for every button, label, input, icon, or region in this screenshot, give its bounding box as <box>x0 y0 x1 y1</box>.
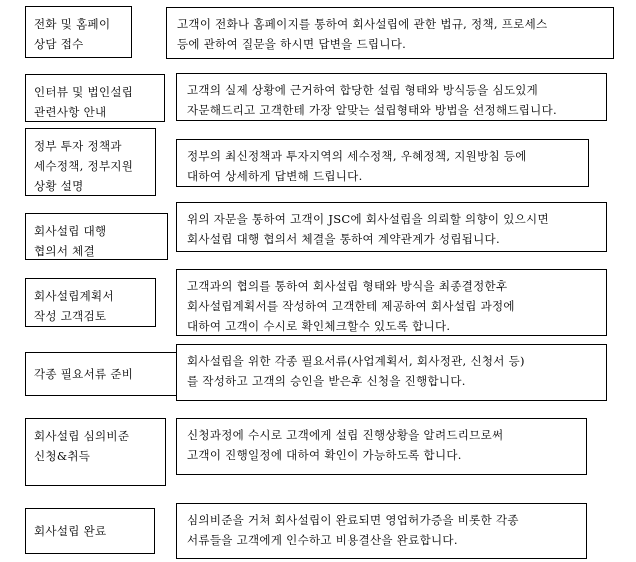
step-4-title-line-1: 회사설립 대행 <box>34 224 107 238</box>
desc-5-line-1: 고객과의 협의를 통하여 회사설립 형태와 방식을 최종결정한후 <box>187 279 508 293</box>
step-2-title-line-1: 인터뷰 및 법인설립 <box>34 85 134 99</box>
step-3-title-line-3: 상황 설명 <box>34 179 84 193</box>
desc-6-line-1: 회사설립을 위한 각종 필요서류(사업계획서, 회사정관, 신청서 등) <box>187 354 525 368</box>
step-box-6 <box>25 352 181 396</box>
step-box-7 <box>25 418 166 486</box>
step-7-title-line-1: 회사설립 심의비준 <box>34 429 130 443</box>
step-5-title-line-1: 회사설립계획서 <box>34 289 114 303</box>
desc-box-1 <box>166 7 614 59</box>
desc-2-line-1: 고객의 실제 상황에 근거하여 합당한 설립 형태와 방식등을 심도있게 <box>187 83 539 97</box>
step-box-4 <box>25 213 168 260</box>
desc-8-line-1: 심의비준을 거쳐 회사설립이 완료되면 영업허가증을 비롯한 각종 <box>187 513 519 527</box>
desc-4-line-1: 위의 자문을 통하여 고객이 JSC에 회사설립을 의뢰할 의향이 있으시면 <box>187 212 549 226</box>
desc-box-8 <box>176 503 587 559</box>
step-7-title-line-2: 신청&취득 <box>34 449 91 463</box>
desc-box-5 <box>176 269 607 336</box>
desc-7-line-1: 신청과정에 수시로 고객에게 설립 진행상황을 알려드리므로써 <box>187 428 504 442</box>
desc-3-line-1: 정부의 최신정책과 투자지역의 세수정책, 우혜정책, 지원방침 등에 <box>187 149 527 163</box>
desc-1-line-2: 등에 관하여 질문을 하시면 답변을 드립니다. <box>177 37 407 51</box>
step-1-title-line-2: 상담 접수 <box>34 37 84 51</box>
desc-box-6 <box>176 344 607 401</box>
desc-2-line-2: 자문해드리고 고객한테 가장 알맞는 설립형태와 방법을 선정해드립니다. <box>187 103 557 117</box>
step-2-title-line-2: 관련사항 안내 <box>34 105 107 119</box>
step-box-2 <box>25 74 165 122</box>
step-box-5 <box>25 278 156 327</box>
desc-4-line-2: 회사설립 대행 협의서 체결을 통하여 계약관계가 성립됩니다. <box>187 232 500 246</box>
desc-5-line-2: 회사설립계획서를 작성하여 고객한테 제공하여 회사설립 과정에 <box>187 299 515 313</box>
desc-box-3 <box>176 139 589 187</box>
desc-3-line-2: 대하여 상세하게 답변해 드립니다. <box>187 169 363 183</box>
step-box-3 <box>25 128 156 196</box>
step-6-title-line-1: 각종 필요서류 준비 <box>34 367 134 381</box>
step-8-title-line-1: 회사설립 완료 <box>34 524 107 538</box>
desc-box-7 <box>176 418 587 475</box>
step-box-1 <box>25 6 132 58</box>
desc-box-4 <box>176 202 607 252</box>
step-3-title-line-2: 세수정책, 정부지원 <box>34 159 134 173</box>
step-5-title-line-2: 작성 고객검토 <box>34 309 107 323</box>
desc-box-2 <box>176 73 607 121</box>
desc-6-line-2: 를 작성하고 고객의 승인을 받은후 신청을 진행합니다. <box>187 374 466 388</box>
desc-5-line-3: 대하여 고객이 수시로 확인체크할수 있도록 합니다. <box>187 319 451 333</box>
step-box-8 <box>25 508 155 554</box>
desc-8-line-2: 서류들을 고객에게 인수하고 비용결산을 완료합니다. <box>187 533 458 547</box>
step-3-title-line-1: 정부 투자 정책과 <box>34 139 122 153</box>
step-1-title-line-1: 전화 및 홈페이 <box>34 17 111 31</box>
step-4-title-line-2: 협의서 체결 <box>34 244 95 258</box>
desc-1-line-1: 고객이 전화나 홈페이지를 통하여 회사설립에 관한 법규, 정책, 프로세스 <box>177 17 548 31</box>
desc-7-line-2: 고객이 진행일정에 대하여 확인이 가능하도록 합니다. <box>187 448 462 462</box>
